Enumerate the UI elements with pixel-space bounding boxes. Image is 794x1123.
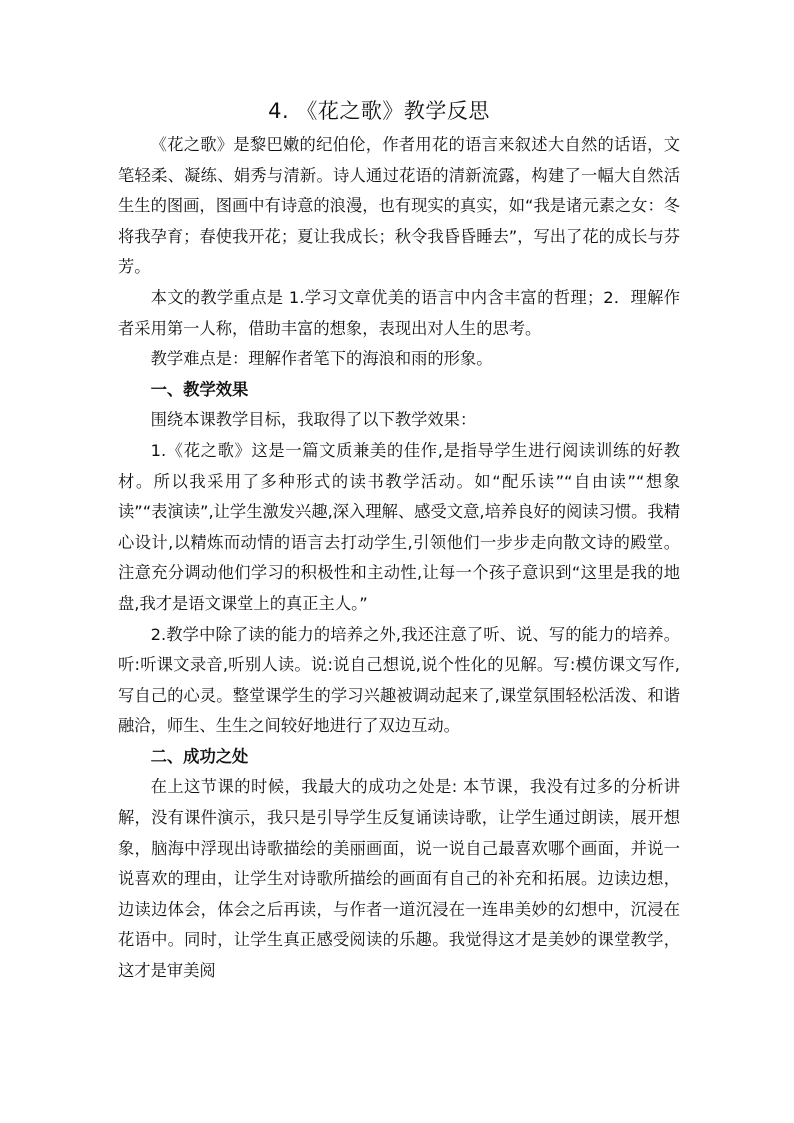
section1-paragraph: 围绕本课教学目标，我取得了以下教学效果： bbox=[150, 410, 477, 430]
section1-paragraph: 2.教学中除了读的能力的培养之外,我还注意了听、说、写的能力的培养。听:听课文录音,听别人读。说:说自己想说,说个性化的见解。写:模仿课文写作,写自己的心灵。整堂课学生的学习兴趣被调动起来了,课堂氛围轻松活泼、和谐融洽，师生、生生之间较好地进行了双边互动。 bbox=[118, 624, 680, 736]
intro-paragraph: 《花之歌》是黎巴嫩的纪伯伦，作者用花的语言来叙述大自然的话语，文笔轻柔、凝练、娟秀与清新。诗人通过花语的清新流露，构建了一幅大自然活生生的图画，图画中有诗意的浪漫，也有现实的真实，如“我是诸元素之女：冬将我孕育；春使我开花；夏让我成长；秋令我昏昏睡去”，写出了花的成长与芬芳。 bbox=[118, 135, 681, 277]
section1-paragraph: 1.《花之歌》这是一篇文质兼美的佳作,是指导学生进行阅读训练的好教材。所以我采用了多种形式的读书教学活动。如“配乐读”“自由读”“想象读”“表演读”,让学生激发兴趣,深入理解、感受文意,培养良好的阅读习惯。我精心设计,以精炼而动情的语言去打动学生,引领他们一步步走向散文诗的殿堂。注意充分调动他们学习的积极性和主动性,让每一个孩子意识到“这里是我的地盘,我才是语文课堂上的真正主人。” bbox=[118, 440, 680, 613]
section2-paragraph: 在上这节课的时候，我最大的成功之处是: 本节课，我没有过多的分析讲解，没有课件演示，我只是引导学生反复诵读诗歌，让学生通过朗读，展开想象，脑海中浮现出诗歌描绘的美丽画面，说一说自己最喜欢哪个画面，并说一说喜欢的理由，让学生对诗歌所描绘的画面有自己的补充和拓展。边读边想，边读边体会，体会之后再读，与作者一道沉浸在一连串美妙的幻想中，沉浸在花语中。同时，让学生真正感受阅读的乐趣。我觉得这才是美妙的课堂教学，这才是审美阅 bbox=[118, 777, 680, 981]
teaching-difficulty-paragraph: 教学难点是：理解作者笔下的海浪和雨的形象。 bbox=[150, 349, 493, 369]
section-heading-success: 二、成功之处 bbox=[150, 746, 249, 766]
teaching-focus-paragraph: 本文的教学重点是 1.学习文章优美的语言中内含丰富的哲理；2．理解作者采用第一人称，借助丰富的想象，表现出对人生的思考。 bbox=[118, 287, 680, 338]
document-title: 4. 《花之歌》教学反思 bbox=[268, 99, 490, 123]
section-heading-teaching-effect: 一、教学效果 bbox=[150, 379, 249, 399]
document-page bbox=[118, 92, 680, 987]
